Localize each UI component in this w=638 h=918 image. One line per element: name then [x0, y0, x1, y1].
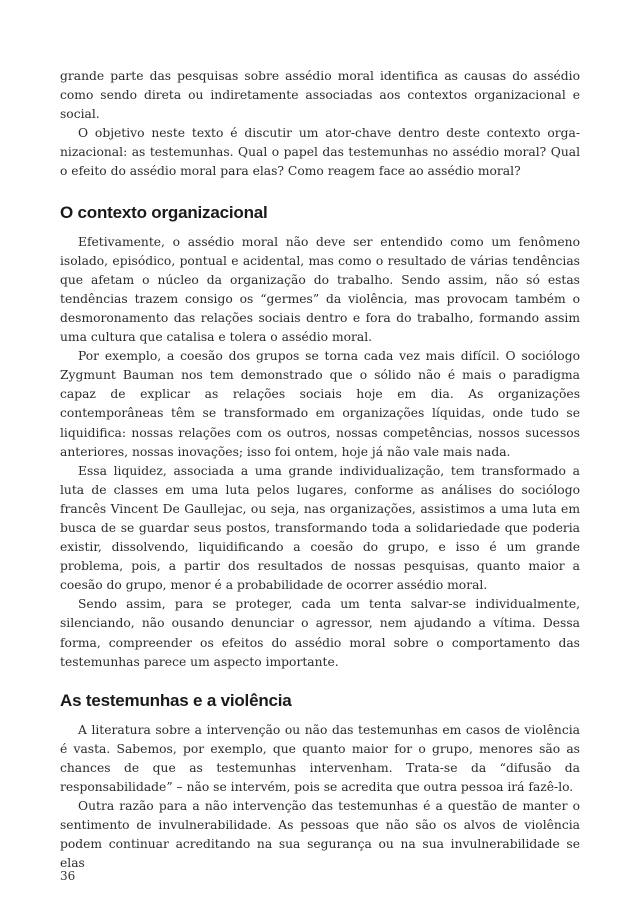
section1-paragraph-3: Essa liquidez, associada a uma grande individualização, tem transformado a luta de classes em uma luta pelos lugares, conforme as análises do sociólogo francês Vincent De Gaullejac, ou seja, nas organizações, assistimos a uma luta em busca de se guardar seus postos, transformando toda a solidariedade que poderia existir, dissolvendo, liquidificando a coesão do grupo, e isso é um grande problema, pois, a partir dos resultados de nossas pesquisas, quanto maior a coesão do grupo, menor é a probabilidade de ocorrer assédio moral. [60, 463, 580, 593]
intro-paragraph-2: O objetivo neste texto é discutir um ator-chave dentro deste contexto organizacional: as testemunhas. Qual o papel das testemunhas no assédio moral? Qual o efeito do assédio moral para elas? Como reagem face ao assédio moral? [60, 126, 580, 179]
page-number: 36 [60, 869, 76, 883]
section2-paragraph-1: A literatura sobre a intervenção ou não das testemunhas em casos de violência é vasta. Sabemos, por exemplo, que quanto maior for o grupo, menores são as chances de que as testemunhas intervenham. Trata-se da “difusão da responsabilidade” – não se intervém, pois se acredita que outra pessoa irá fazê-lo. [60, 722, 580, 794]
section1-paragraph-1: Efetivamente, o assédio moral não deve ser entendido como um fenômeno isolado, episódico, pontual e acidental, mas como o resultado de várias tendências que afetam o núcleo da organização do trabalho. Sendo assim, não só estas tendências trazem consigo os “germes” da violência, mas provocam também o desmoronamento das relações sociais dentro e fora do trabalho, formando assim uma cultura que catalisa e tolera o assédio moral. [60, 234, 580, 345]
section-heading-testemunhas-violencia: As testemunhas e a violência [60, 690, 292, 710]
section1-paragraph-2: Por exemplo, a coesão dos grupos se torna cada vez mais difícil. O sociólogo Zygmunt Bauman nos tem demonstrado que o sólido não é mais o paradigma capaz de explicar as relações sociais hoje em dia. As organizações contemporâneas têm se transformado em organizações líquidas, onde tudo se liquidifica: nossas relações com os outros, nossas competências, nossos sucessos anteriores, nossas inovações; isso foi ontem, hoje já não vale mais nada. [60, 349, 580, 459]
section-heading-contexto-organizacional: O contexto organizacional [60, 202, 268, 222]
page-body [60, 67, 580, 873]
section2-paragraph-2: Outra razão para a não intervenção das testemunhas é a questão de manter o sentimento de invulnerabilidade. As pessoas que não são os alvos de violência podem continuar acreditando na sua segurança ou na sua invulnerabilidade se elas [60, 799, 580, 871]
intro-paragraph-1: grande parte das pesquisas sobre assédio moral identifica as causas do assédio como sendo direta ou indiretamente associadas aos contextos organizacional e social. [60, 69, 580, 122]
section1-paragraph-4: Sendo assim, para se proteger, cada um tenta salvar-se individualmente, silenciando, não ousando denunciar o agressor, nem ajudando a vítima. Dessa forma, compreender os efeitos do assédio moral sobre o comportamento das testemunhas parece um aspecto importante. [60, 597, 580, 669]
